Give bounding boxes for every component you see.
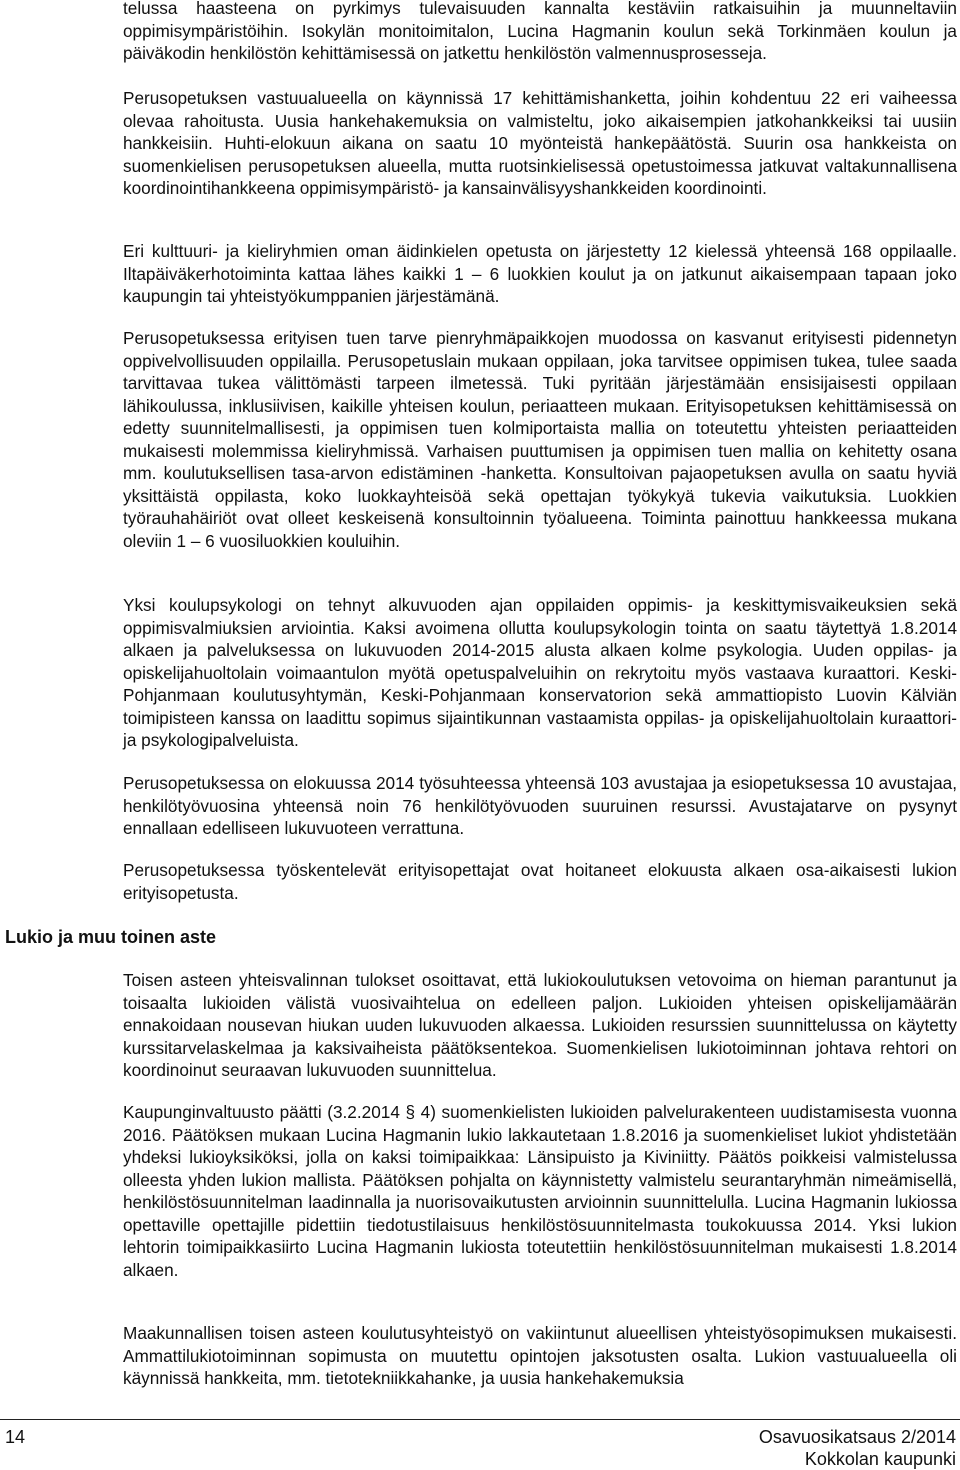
page-number: 14 — [5, 1427, 26, 1447]
footer-divider — [0, 1419, 960, 1420]
paragraph-joint-application: Toisen asteen yhteisvalinnan tulokset osoittavat, että lukiokoulutuksen vetovoima on hieman parantunut ja toisaalta lukioiden välistä vuosivaihtelua on edelleen paljon. Lukioiden yhteisen opiskelijamäärän ennakoidaan nousevan hiukan uuden lukuvuoden alkaessa. Lukioiden resurssien suunnittelussa on käytetty kurssitarvelaskelmaa ja kaksivaiheista päätöksentekoa. Suomenkielisen lukiotoiminnan johtava rehtori on koordinoinut seuraavan lukuvuoden suunnittelua. — [123, 970, 957, 1080]
paragraph-school-environments: telussa haasteena on pyrkimys tulevaisuuden kannalta kestäviin ratkaisuihin ja muunneltaviin oppimisympäristöihin. Isokylän monitoimitalon, Lucina Hagmanin koulun sekä Torkinmäen koulun ja päiväkodin henkilöstön kehittämisessä on jatkettu henkilöstön valmennusprosesseja. — [123, 0, 957, 63]
paragraph-mother-tongue-teaching: Eri kulttuuri- ja kieliryhmien oman äidinkielen opetusta on järjestetty 12 kielessä yhteensä 168 oppilaalle. Iltapäiväkerhotoiminta kattaa lähes kaikki 1 – 6 luokkien koulut ja on jatkunut aikaisempaan tapaan joko kaupungin tai yhteistyökumppanien järjestämänä. — [123, 241, 957, 306]
footer-publication-info — [759, 1426, 956, 1470]
paragraph-special-teachers: Perusopetuksessa työskentelevät erityisopettajat ovat hoitaneet elokuusta alkaen osa-aikaisesti lukion erityisopetusta. — [123, 860, 957, 903]
section-heading-upper-secondary: Lukio ja muu toinen aste — [5, 927, 217, 947]
paragraph-assistants: Perusopetuksessa on elokuussa 2014 työsuhteessa yhteensä 103 avustajaa ja esiopetuksessa 10 avustajaa, henkilötyövuosina yhteensä noin 76 henkilötyövuoden suuruinen resurssi. Avustajatarve on pysynyt ennallaan edelliseen lukuvuoteen verrattuna. — [123, 773, 957, 838]
paragraph-school-psychologists: Yksi koulupsykologi on tehnyt alkuvuoden ajan oppilaiden oppimis- ja keskittymisvaikeuksien sekä oppimisvalmiuksien arviointia. Kaksi avoimena ollutta koulupsykologin tointa on saatu täytettyä 1.8.2014 alkaen ja palveluksessa on lukuvuoden 2014-2015 alusta alkaen kolme psykologia. Uuden oppilas- ja opiskelijahuoltolain voimaantulon myötä opetuspalveluihin on rekrytoitu myös vastaava kuraattori. Keski-Pohjanmaan koulutusyhtymän, Keski-Pohjanmaan konservatorion sekä ammattiopisto Luovin Kälviän toimipisteen kanssa on laadittu sopimus sijaintikunnan vastaamista oppilas- ja opiskelijahuoltolain kuraattori- ja psykologipalveluista. — [123, 595, 957, 750]
paragraph-special-support: Perusopetuksessa erityisen tuen tarve pienryhmäpaikkojen muodossa on kasvanut erityisesti pidennetyn oppivelvollisuuden oppilailla. Perusopetuslain mukaan oppilaan, joka tarvitsee oppimisen tukea, tulee saada tarvittavaa tukea välittömästi tarpeen ilmetessä. Tuki pyritään järjestämään ensisijaisesti oppilaan lähikoulussa, inklusiivisen, kaikille yhteisen koulun, periaatteen mukaan. Erityisopetuksen kehittämisessä on edetty suunnitelmallisesti, ja oppimisen tuen kolmiportaista mallia on toteutettu yhteisten periaatteiden mukaisesti molemmissa kieliryhmissä. Varhaisen puuttumisen ja oppimisen tuen mallia on kehitetty osana mm. koulutuksellisen tasa-arvon edistäminen -hanketta. Konsultoivan pajaopetuksen avulla on saatu hyviä yksittäistä oppilasta, koko luokkayhteisöä sekä opettajan työkykyä tukevia vaikutuksia. Luokkien työrauhahäiriöt ovat olleet keskeisenä konsultoinnin työalueena. Toiminta painottuu hankkeessa mukana oleviin 1 – 6 vuosiluokkien kouluihin. — [123, 328, 957, 551]
paragraph-regional-cooperation: Maakunnallisen toisen asteen koulutusyhteistyö on vakiintunut alueellisen yhteistyösopimuksen mukaisesti. Ammattilukiotoiminnan sopimusta on muutettu opintojen jaksotusten osalta. Lukion vastuualueella oli käynnissä hankkeita, mm. tietotekniikkahanke, ja uusia hankehakemuksia — [123, 1323, 957, 1388]
paragraph-council-decision: Kaupunginvaltuusto päätti (3.2.2014 § 4) suomenkielisten lukioiden palvelurakenteen uudistamisesta vuonna 2016. Päätöksen mukaan Lucina Hagmanin lukio lakkautetaan 1.8.2016 ja suomenkieliset lukiot yhdistetään yhdeksi lukioyksiköksi, jolla on kaksi toimipaikkaa: Länsipuisto ja Kiviniitty. Päätös poikkeisi valmistelussa olleesta yhden lukion mallista. Päätöksen pohjalta on käynnistetty valmistelu seurantaryhmän nimeämisellä, henkilöstösuunnitelman laadinnalla ja nuorisovaikutusten arvioinnin suunnittelulla. Lucina Hagmanin lukiossa opettaville opettajille pidettiin tiedotustilaisuus henkilöstösuunnitelmasta toukokuussa 2014. Yksi lukion lehtorin toimipaikkasiirto Lucina Hagmanin lukiosta toteutettiin henkilöstösuunnitelman mukaisesti 1.8.2014 alkaen. — [123, 1102, 957, 1280]
organization-name: Kokkolan kaupunki — [804, 1449, 956, 1469]
publication-title: Osavuosikatsaus 2/2014 — [758, 1427, 956, 1447]
paragraph-development-projects: Perusopetuksen vastuualueella on käynnissä 17 kehittämishanketta, joihin kohdentuu 22 eri vaiheessa olevaa rahoitusta. Uusia hankehakemuksia on valmisteltu, joko aikaisempien jatkohankkeiksi tai uusiin hankkeisiin. Huhti-elokuun aikana on saatu 10 myönteistä hankepäätöstä. Suurin osa hankkeista on suomenkielisen perusopetuksen alueella, mutta ruotsinkielisessä opetustoimessa jatkuvat valtakunnallisena koordinointihankkeena oppimisympäristö- ja kansainvälisyyshankkeiden koordinointi. — [123, 88, 957, 198]
